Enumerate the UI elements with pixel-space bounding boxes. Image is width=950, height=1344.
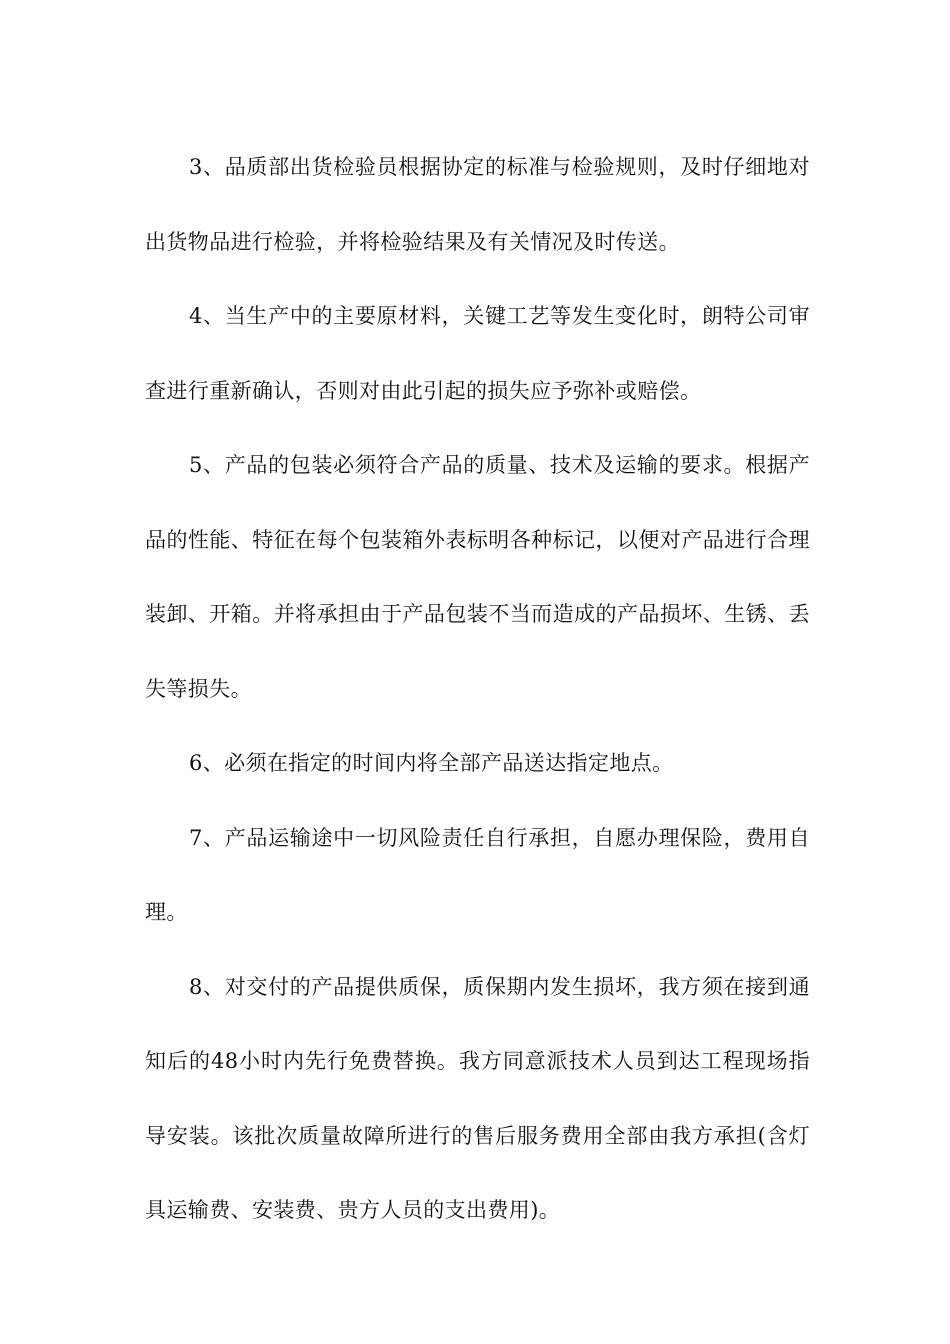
paragraph-item-7: 7、产品运输途中一切风险责任自行承担，自愿办理保险，费用自理。 <box>145 825 810 924</box>
paragraph-item-3: 3、品质部出货检验员根据协定的标准与检验规则，及时仔细地对出货物品进行检验，并将检验结果及有关情况及时传送。 <box>145 155 810 254</box>
paragraph-item-8: 8、对交付的产品提供质保，质保期内发生损坏，我方须在接到通知后的48小时内先行免费替换。我方同意派技术人员到达工程现场指导安装。该批次质量故障所进行的售后服务费用全部由我方承担(含灯具运输费、安装费、贵方人员的支出费用)。 <box>145 974 810 1222</box>
paragraph-item-6: 6、必须在指定的时间内将全部产品送达指定地点。 <box>189 751 674 775</box>
document-body <box>145 130 810 1248</box>
paragraph-item-5: 5、产品的包装必须符合产品的质量、技术及运输的要求。根据产品的性能、特征在每个包装箱外表标明各种标记，以便对产品进行合理装卸、开箱。并将承担由于产品包装不当而造成的产品损坏、生锈、丢失等损失。 <box>145 453 810 701</box>
paragraph-item-4: 4、当生产中的主要原材料，关键工艺等发生变化时，朗特公司审查进行重新确认，否则对由此引起的损失应予弥补或赔偿。 <box>145 304 810 403</box>
